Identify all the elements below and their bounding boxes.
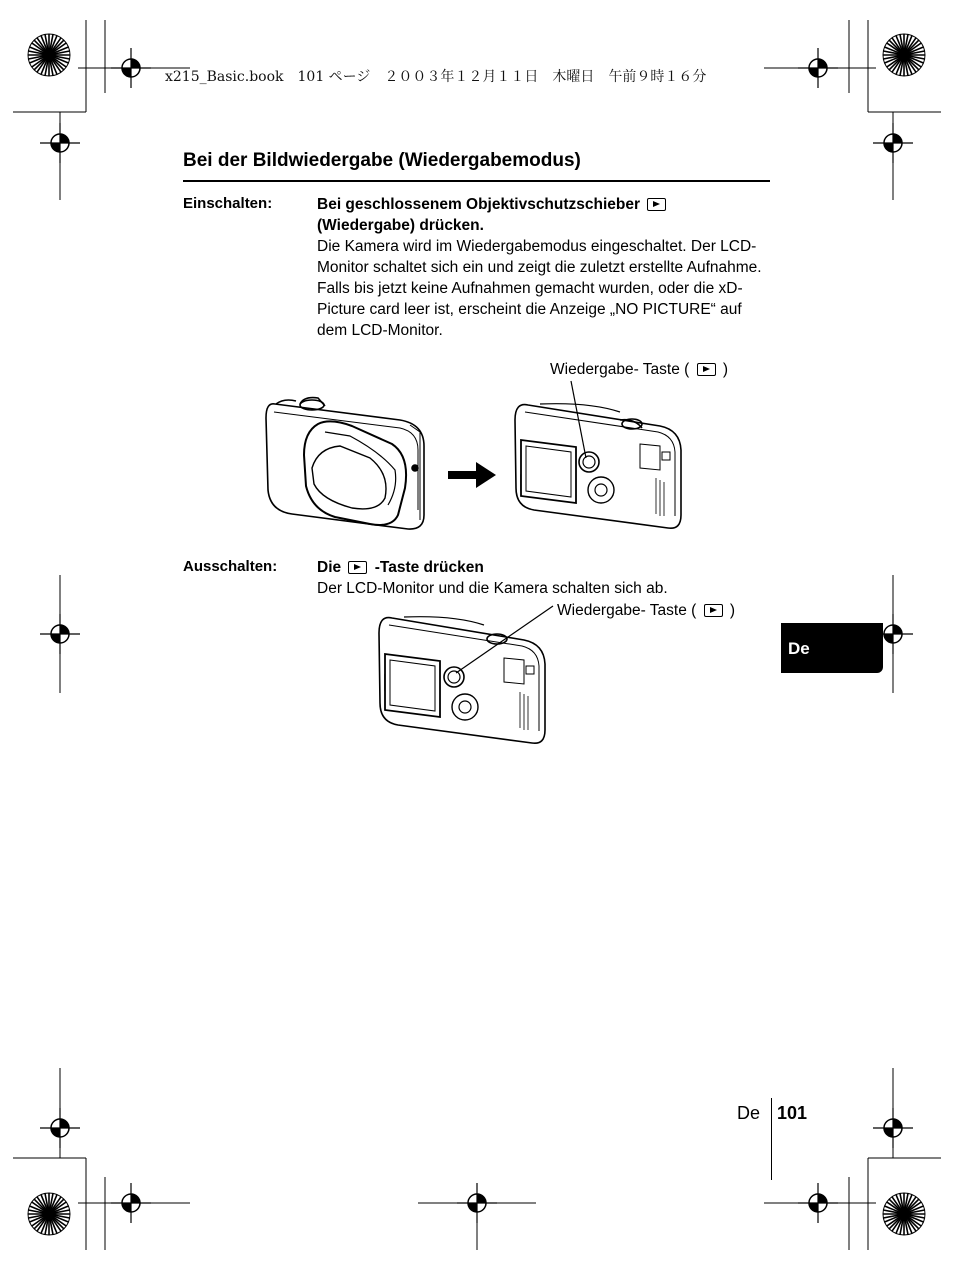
camera-back-illustration bbox=[515, 404, 681, 529]
section-title: Bei der Bildwiedergabe (Wiedergabemodus) bbox=[183, 150, 581, 171]
page-number: 101 bbox=[777, 1103, 808, 1123]
callout-text: Wiedergabe- Taste ( bbox=[557, 602, 697, 619]
registration-star-icon bbox=[28, 1193, 70, 1235]
registration-target-icon bbox=[111, 48, 151, 88]
registration-target-icon bbox=[457, 1183, 497, 1223]
registration-target-icon bbox=[40, 123, 80, 163]
registration-target-icon bbox=[798, 48, 838, 88]
ausschalten-paragraph-1: Der LCD-Monitor und die Kamera schalten sich ab. bbox=[317, 580, 668, 597]
print-header: x215_Basic.book 101 ページ ２００３年１２月１１日 木曜日 午前９時１６分 bbox=[165, 69, 707, 85]
playback-button-icon bbox=[348, 561, 367, 574]
callout-text: Wiedergabe- Taste ( bbox=[550, 361, 690, 378]
registration-target-icon bbox=[40, 614, 80, 654]
language-tab: De bbox=[781, 623, 883, 673]
ausschalten-label: Ausschalten: bbox=[183, 558, 278, 575]
callout-text: ) bbox=[729, 602, 736, 619]
footer-language: De bbox=[737, 1103, 761, 1123]
title-rule bbox=[183, 180, 770, 182]
callout-text: ) bbox=[722, 361, 729, 378]
registration-target-icon bbox=[798, 1183, 838, 1223]
playback-button-callout bbox=[557, 602, 735, 620]
registration-target-icon bbox=[111, 1183, 151, 1223]
playback-button-icon bbox=[704, 604, 723, 617]
ausschalten-body bbox=[317, 557, 772, 599]
instruction-text: Bei geschlossenem Objektivschutzschieber bbox=[317, 196, 641, 213]
einschalten-instruction bbox=[317, 194, 772, 236]
camera-back-illustration bbox=[379, 617, 545, 744]
einschalten-paragraph-1: Die Kamera wird im Wiedergabemodus eingeschaltet. Der LCD-Monitor schaltet sich ein und zeigt die zuletzt erstellte Aufnahme. bbox=[317, 238, 762, 276]
registration-star-icon bbox=[28, 34, 70, 76]
ausschalten-instruction bbox=[317, 557, 772, 578]
instruction-text: -Taste drücken bbox=[374, 559, 484, 576]
einschalten-body bbox=[317, 194, 772, 341]
registration-target-icon bbox=[873, 123, 913, 163]
page-number-divider bbox=[771, 1098, 772, 1180]
einschalten-label: Einschalten: bbox=[183, 195, 273, 212]
camera-closed-illustration bbox=[266, 398, 424, 529]
registration-target-icon bbox=[40, 1108, 80, 1148]
instruction-text: Die bbox=[317, 559, 342, 576]
registration-star-icon bbox=[883, 1193, 925, 1235]
playback-button-callout bbox=[550, 361, 728, 379]
einschalten-paragraph-2: Falls bis jetzt keine Aufnahmen gemacht wurden, oder die xD-Picture card leer ist, erscheint die Anzeige „NO PICTURE“ auf dem LCD-Monitor. bbox=[317, 280, 743, 339]
registration-star-icon bbox=[883, 34, 925, 76]
right-arrow-icon bbox=[448, 462, 496, 488]
registration-target-icon bbox=[873, 1108, 913, 1148]
playback-button-icon bbox=[647, 198, 666, 211]
playback-button-icon bbox=[697, 363, 716, 376]
instruction-text: (Wiedergabe) drücken. bbox=[317, 217, 484, 234]
